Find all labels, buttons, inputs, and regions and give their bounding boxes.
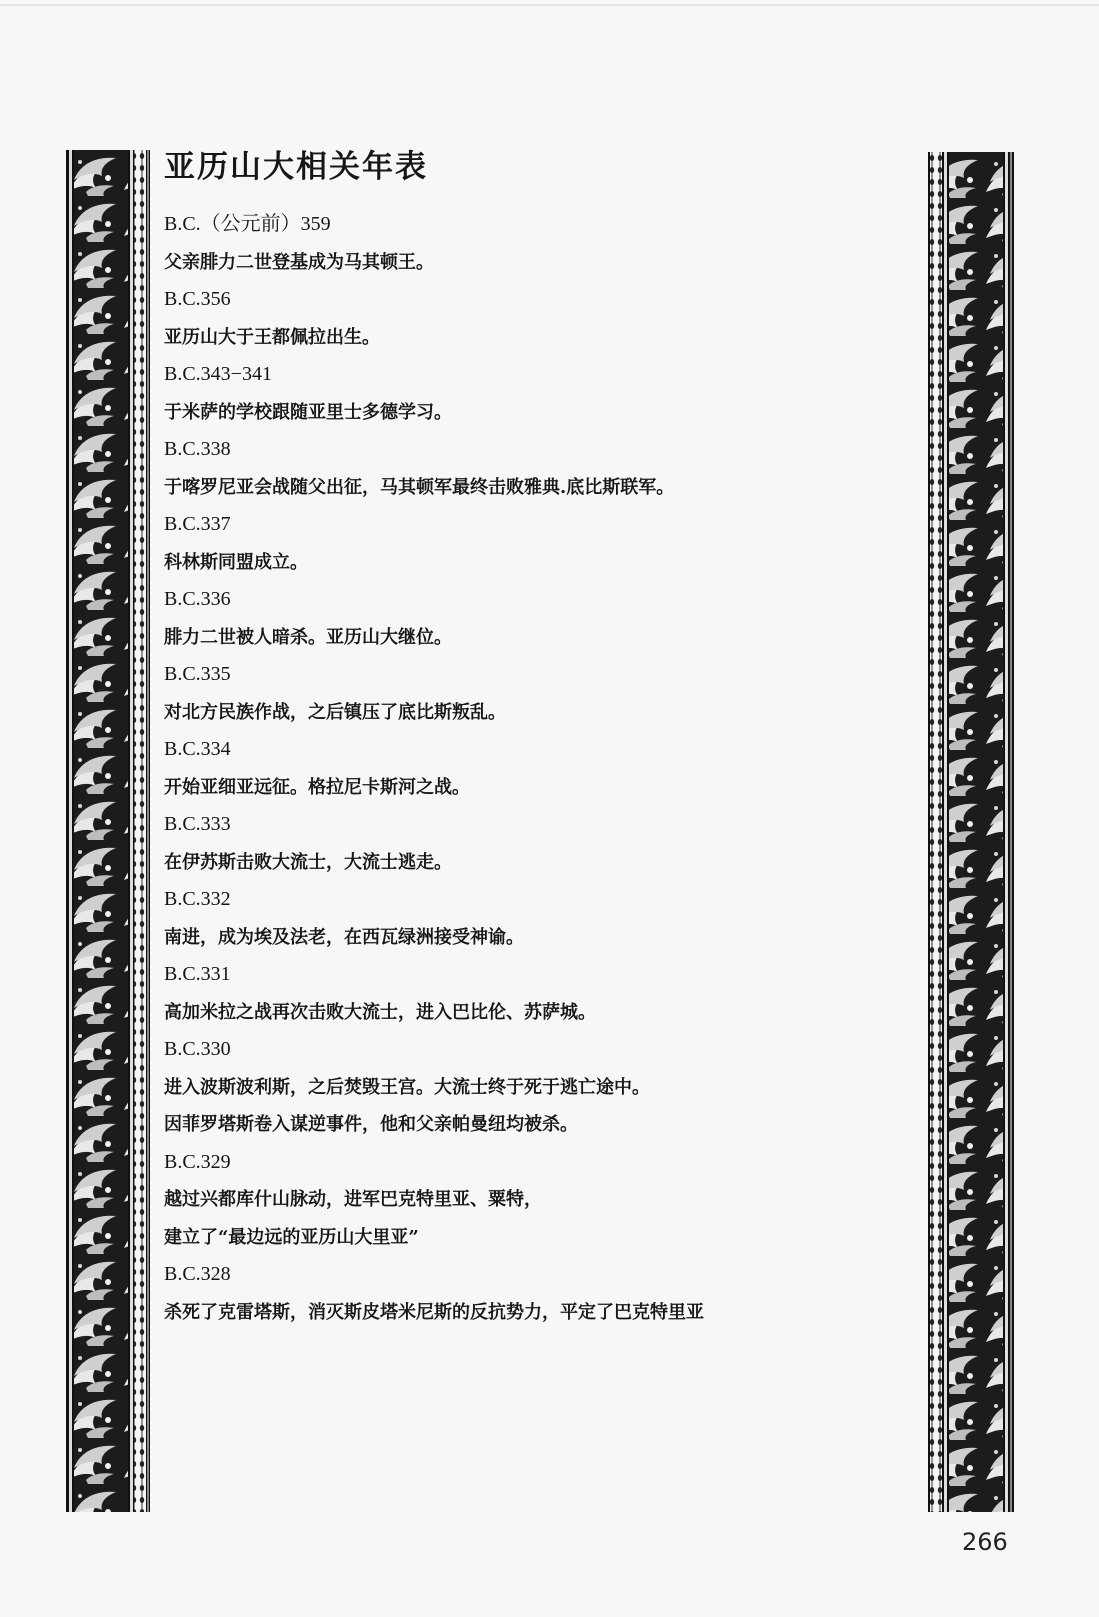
entry-year: B.C.334 (164, 738, 231, 760)
timeline-entry (164, 206, 914, 281)
entry-year: B.C.332 (164, 888, 231, 910)
entry-description: 高加米拉之战再次击败大流士，进入巴比伦、苏萨城。 (164, 1001, 596, 1023)
timeline-entry (164, 656, 914, 731)
entry-year: B.C.337 (164, 513, 231, 535)
entry-description: 建立了“最边远的亚历山大里亚” (164, 1226, 419, 1248)
timeline-entry (164, 356, 914, 431)
timeline-entry (164, 581, 914, 656)
right-ornamental-border (928, 152, 1014, 1512)
entry-year: B.C.329 (164, 1150, 231, 1173)
entry-year: B.C.（公元前）359 (164, 213, 331, 235)
entry-year: B.C.328 (164, 1263, 231, 1285)
timeline-entry (164, 431, 914, 506)
entry-description: 对北方民族作战，之后镇压了底比斯叛乱。 (164, 701, 506, 723)
entry-description: 父亲腓力二世登基成为马其顿王。 (164, 251, 434, 273)
top-scan-edge (0, 4, 1099, 6)
entry-description: 越过兴都库什山脉动，进军巴克特里亚、粟特， (164, 1189, 542, 1210)
entry-year: B.C.336 (164, 588, 231, 610)
entry-description: 亚历山大于王都佩拉出生。 (164, 326, 380, 348)
entry-year: B.C.331 (164, 963, 231, 985)
entry-description: 开始亚细亚远征。格拉尼卡斯河之战。 (164, 776, 470, 798)
entry-year: B.C.356 (164, 288, 231, 310)
timeline-entry (164, 1031, 914, 1144)
entry-year: B.C.343−341 (164, 363, 272, 385)
entry-year: B.C.338 (164, 438, 231, 460)
entry-year: B.C.335 (164, 663, 231, 685)
timeline-entry (164, 1256, 914, 1331)
timeline-entry (164, 1144, 914, 1257)
timeline-entry (164, 506, 914, 581)
entry-description: 科林斯同盟成立。 (164, 551, 308, 573)
page-number: 266 (962, 1528, 1008, 1556)
entry-description: 杀死了克雷塔斯，消灭斯皮塔米尼斯的反抗势力，平定了巴克特里亚 (164, 1301, 704, 1323)
entry-description: 进入波斯波利斯，之后焚毁王宫。大流士终于死于逃亡途中。 (164, 1076, 650, 1098)
entry-description: 腓力二世被人暗杀。亚历山大继位。 (164, 626, 452, 648)
entry-description: 南进，成为埃及法老，在西瓦绿洲接受神谕。 (164, 926, 524, 948)
timeline-list (164, 206, 914, 1331)
page-title: 亚历山大相关年表 (164, 149, 428, 185)
timeline-entry (164, 281, 914, 356)
entry-year: B.C.330 (164, 1038, 231, 1060)
timeline-entry (164, 731, 914, 806)
entry-description: 在伊苏斯击败大流士，大流士逃走。 (164, 851, 452, 873)
timeline-entry (164, 956, 914, 1031)
timeline-entry (164, 806, 914, 881)
left-ornamental-border (66, 150, 150, 1512)
entry-description: 于米萨的学校跟随亚里士多德学习。 (164, 401, 452, 423)
entry-year: B.C.333 (164, 813, 231, 835)
entry-description: 因菲罗塔斯卷入谋逆事件，他和父亲帕曼纽均被杀。 (164, 1114, 578, 1135)
entry-description: 于喀罗尼亚会战随父出征，马其顿军最终击败雅典.底比斯联军。 (164, 476, 675, 498)
timeline-entry (164, 881, 914, 956)
chronology-content (164, 146, 914, 1331)
